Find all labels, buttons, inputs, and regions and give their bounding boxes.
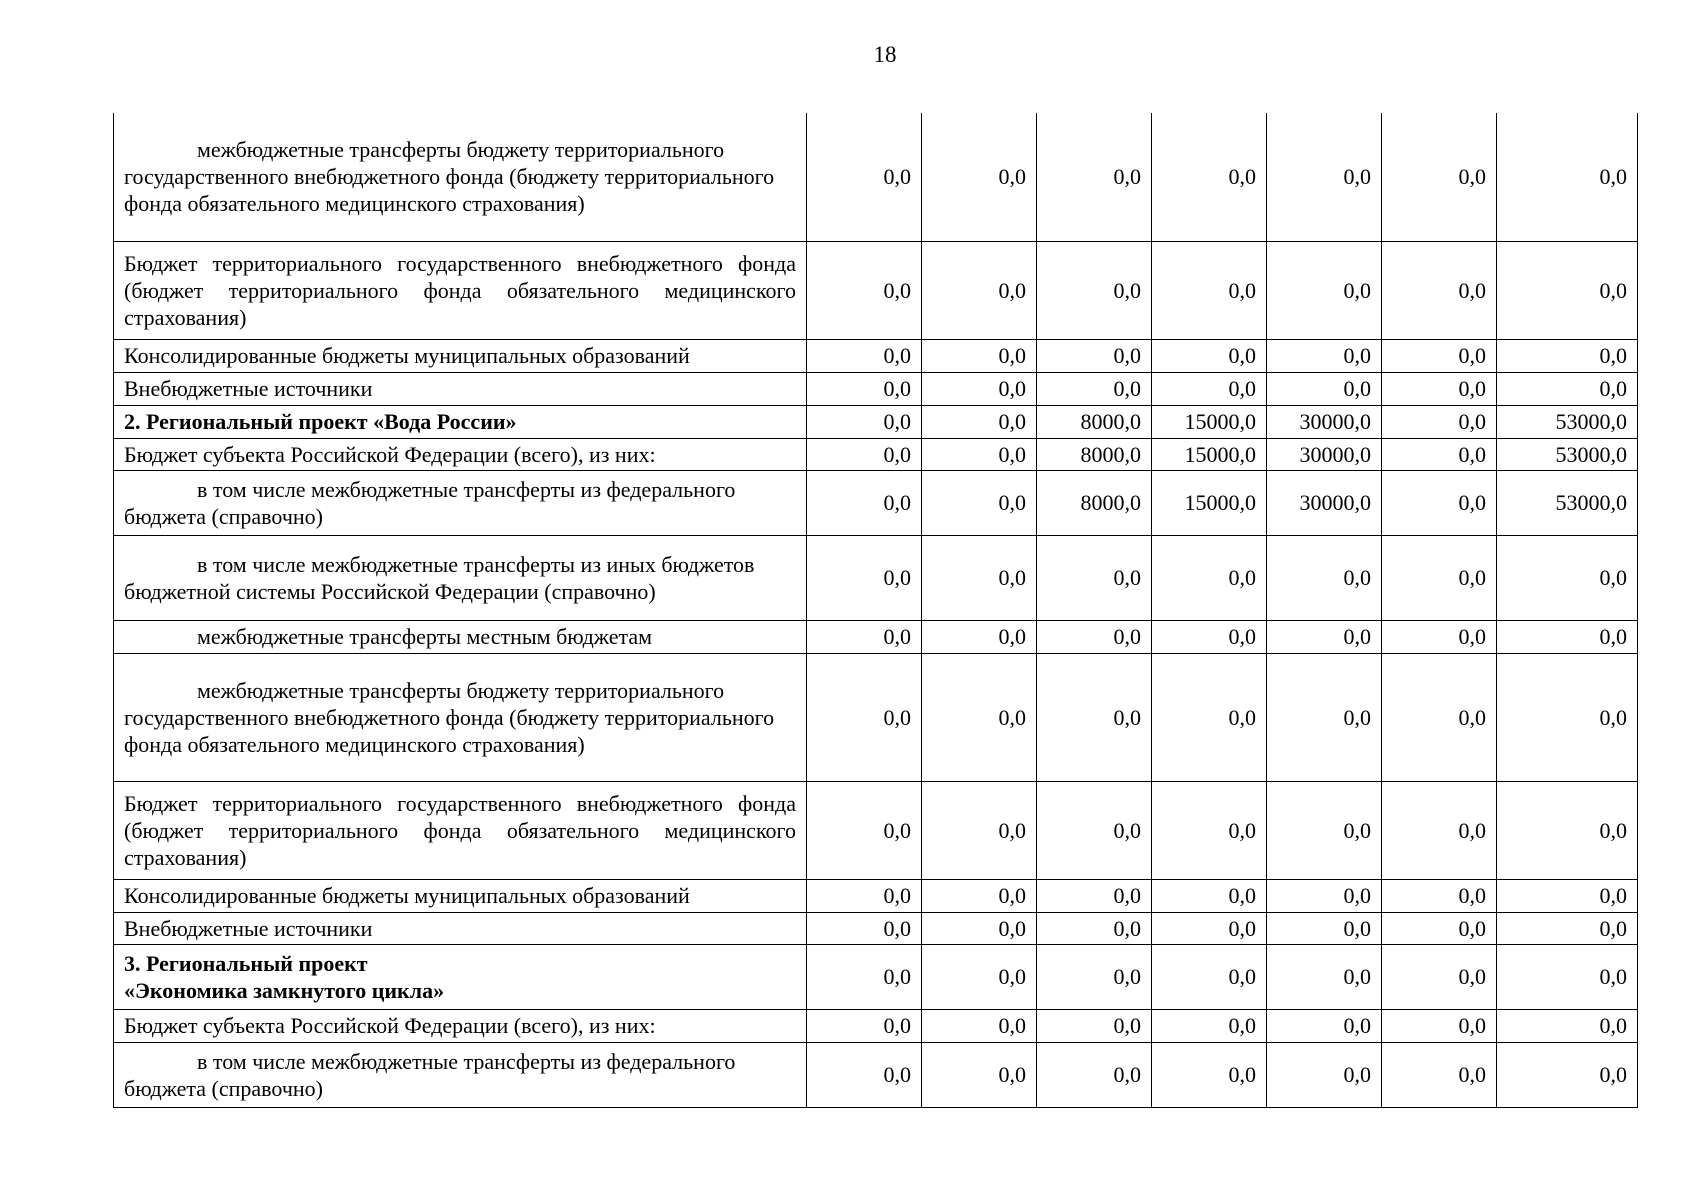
value-cell: 0,0 [807,912,922,944]
value-cell: 0,0 [1267,535,1382,620]
table-row [114,405,1638,438]
table-row [114,912,1638,944]
value-cell: 0,0 [807,241,922,339]
value-cell: 0,0 [1037,1042,1152,1107]
value-cell: 0,0 [1152,653,1267,781]
row-label [114,781,807,879]
value-cell: 0,0 [1382,113,1497,241]
row-label [114,113,807,241]
value-cell: 0,0 [807,944,922,1009]
value-cell: 0,0 [807,620,922,653]
table-row [114,620,1638,653]
row-label [114,535,807,620]
value-cell: 15000,0 [1152,438,1267,470]
value-cell: 0,0 [1267,241,1382,339]
value-cell: 0,0 [1152,620,1267,653]
value-cell: 0,0 [1267,653,1382,781]
value-cell: 0,0 [1037,535,1152,620]
value-cell: 0,0 [1382,1042,1497,1107]
value-cell: 0,0 [1382,653,1497,781]
value-cell: 0,0 [1497,339,1638,372]
value-cell: 0,0 [1152,113,1267,241]
value-cell: 0,0 [1497,653,1638,781]
value-cell: 0,0 [1037,339,1152,372]
value-cell: 0,0 [922,879,1037,912]
value-cell: 0,0 [1267,372,1382,405]
table-row [114,1042,1638,1107]
value-cell: 0,0 [1037,912,1152,944]
row-label-text: Консолидированные бюджеты муниципальных образований [124,343,690,368]
row-label-text: Внебюджетные источники [124,915,373,941]
row-label-text: в том числе межбюджетные трансферты из иных бюджетов бюджетной системы Российской Федерации (справочно) [124,551,755,604]
row-label-text: Бюджет территориального государственного внебюджетного фонда (бюджет территориального фонда обязательного медицинского страхования) [124,250,796,330]
value-cell: 0,0 [807,405,922,438]
value-cell: 0,0 [1037,879,1152,912]
table-row [114,372,1638,405]
value-cell: 30000,0 [1267,438,1382,470]
value-cell: 0,0 [1382,620,1497,653]
value-cell: 0,0 [1382,241,1497,339]
value-cell: 0,0 [1497,1042,1638,1107]
value-cell: 0,0 [1152,535,1267,620]
table-row [114,241,1638,339]
value-cell: 0,0 [922,620,1037,653]
value-cell: 0,0 [1267,879,1382,912]
value-cell: 0,0 [1382,944,1497,1009]
value-cell: 0,0 [1037,781,1152,879]
value-cell: 0,0 [1382,879,1497,912]
row-label [114,1009,807,1042]
value-cell: 0,0 [1497,113,1638,241]
value-cell: 30000,0 [1267,470,1382,535]
value-cell: 0,0 [1267,912,1382,944]
value-cell: 0,0 [1267,1009,1382,1042]
row-label [114,470,807,535]
row-label-text: Бюджет субъекта Российской Федерации (всего), из них: [124,1013,656,1038]
value-cell: 0,0 [1497,944,1638,1009]
row-label [114,405,807,438]
row-label-text-line2: «Экономика замкнутого цикла» [124,977,445,1003]
value-cell: 0,0 [922,339,1037,372]
value-cell: 0,0 [1382,470,1497,535]
value-cell: 0,0 [1037,653,1152,781]
value-cell: 0,0 [807,339,922,372]
value-cell: 0,0 [807,535,922,620]
row-label [114,620,807,653]
value-cell: 0,0 [807,470,922,535]
value-cell: 0,0 [807,781,922,879]
row-label [114,653,807,781]
value-cell: 0,0 [1152,879,1267,912]
page-number: 18 [873,42,897,67]
row-label-text: в том числе межбюджетные трансферты из федерального бюджета (справочно) [124,1048,736,1101]
row-label-text: Внебюджетные источники [124,376,373,401]
value-cell: 0,0 [1382,535,1497,620]
table-row [114,438,1638,470]
value-cell: 0,0 [1152,912,1267,944]
value-cell: 0,0 [1152,1009,1267,1042]
value-cell: 0,0 [807,113,922,241]
budget-table [113,113,1638,1108]
value-cell: 0,0 [1497,912,1638,944]
value-cell: 0,0 [1037,944,1152,1009]
value-cell: 0,0 [922,1009,1037,1042]
value-cell: 0,0 [1267,944,1382,1009]
table-row [114,1009,1638,1042]
value-cell: 0,0 [1152,339,1267,372]
row-label-text: межбюджетные трансферты бюджету территориального государственного внебюджетного фонда (бюджету территориального фонда обязательного медицинского страхования) [124,137,775,217]
value-cell: 0,0 [1497,781,1638,879]
row-label-text: 3. Региональный проект [124,950,368,976]
table-row [114,113,1638,241]
table-row [114,879,1638,912]
row-label-text: 2. Региональный проект «Вода России» [124,409,517,434]
value-cell: 0,0 [807,1042,922,1107]
value-cell: 0,0 [1152,372,1267,405]
value-cell: 53000,0 [1497,405,1638,438]
table-row [114,535,1638,620]
value-cell: 0,0 [1152,241,1267,339]
value-cell: 0,0 [1497,535,1638,620]
value-cell: 0,0 [1037,1009,1152,1042]
value-cell: 0,0 [807,1009,922,1042]
row-label [114,438,807,470]
value-cell: 0,0 [807,438,922,470]
table-row [114,339,1638,372]
value-cell: 0,0 [1382,339,1497,372]
value-cell: 0,0 [1382,1009,1497,1042]
value-cell: 0,0 [1382,405,1497,438]
value-cell: 0,0 [1382,372,1497,405]
value-cell: 0,0 [1497,1009,1638,1042]
value-cell: 0,0 [922,113,1037,241]
value-cell: 30000,0 [1267,405,1382,438]
value-cell: 15000,0 [1152,470,1267,535]
row-label-text: межбюджетные трансферты бюджету территориального государственного внебюджетного фонда (бюджету территориального фонда обязательного медицинского страхования) [124,677,775,757]
value-cell: 0,0 [1037,372,1152,405]
value-cell: 0,0 [1152,944,1267,1009]
value-cell: 0,0 [1382,912,1497,944]
value-cell: 0,0 [1497,372,1638,405]
value-cell: 0,0 [922,372,1037,405]
value-cell: 0,0 [922,781,1037,879]
row-label [114,339,807,372]
value-cell: 0,0 [922,438,1037,470]
value-cell: 0,0 [1037,620,1152,653]
value-cell: 53000,0 [1497,470,1638,535]
value-cell: 0,0 [1037,113,1152,241]
value-cell: 0,0 [922,241,1037,339]
value-cell: 15000,0 [1152,405,1267,438]
value-cell: 0,0 [807,372,922,405]
value-cell: 0,0 [922,944,1037,1009]
value-cell: 0,0 [1267,339,1382,372]
value-cell: 0,0 [1267,1042,1382,1107]
value-cell: 53000,0 [1497,438,1638,470]
value-cell: 0,0 [922,1042,1037,1107]
table-body [114,113,1638,1107]
row-label-text: Консолидированные бюджеты муниципальных образований [124,883,690,908]
value-cell: 0,0 [807,653,922,781]
value-cell: 0,0 [1267,620,1382,653]
value-cell: 0,0 [922,470,1037,535]
value-cell: 0,0 [1382,781,1497,879]
value-cell: 8000,0 [1037,470,1152,535]
value-cell: 0,0 [922,535,1037,620]
value-cell: 8000,0 [1037,438,1152,470]
value-cell: 0,0 [1497,879,1638,912]
table-row [114,470,1638,535]
value-cell: 0,0 [1497,620,1638,653]
row-label [114,372,807,405]
row-label-text: Бюджет территориального государственного внебюджетного фонда (бюджет территориального фонда обязательного медицинского страхования) [124,790,796,870]
row-label-text: Бюджет субъекта Российской Федерации (всего), из них: [124,441,656,467]
row-label-text: межбюджетные трансферты местным бюджетам [197,624,653,649]
value-cell: 0,0 [922,912,1037,944]
value-cell: 0,0 [922,405,1037,438]
row-label [114,1042,807,1107]
table-row [114,653,1638,781]
value-cell: 8000,0 [1037,405,1152,438]
value-cell: 0,0 [922,653,1037,781]
value-cell: 0,0 [1267,781,1382,879]
value-cell: 0,0 [1267,113,1382,241]
row-label [114,912,807,944]
value-cell: 0,0 [807,879,922,912]
value-cell: 0,0 [1037,241,1152,339]
table-row [114,781,1638,879]
row-label [114,879,807,912]
table-row [114,944,1638,1009]
row-label-text: в том числе межбюджетные трансферты из федерального бюджета (справочно) [124,476,736,529]
row-label [114,241,807,339]
value-cell: 0,0 [1497,241,1638,339]
value-cell: 0,0 [1152,1042,1267,1107]
row-label [114,944,807,1009]
value-cell: 0,0 [1382,438,1497,470]
value-cell: 0,0 [1152,781,1267,879]
